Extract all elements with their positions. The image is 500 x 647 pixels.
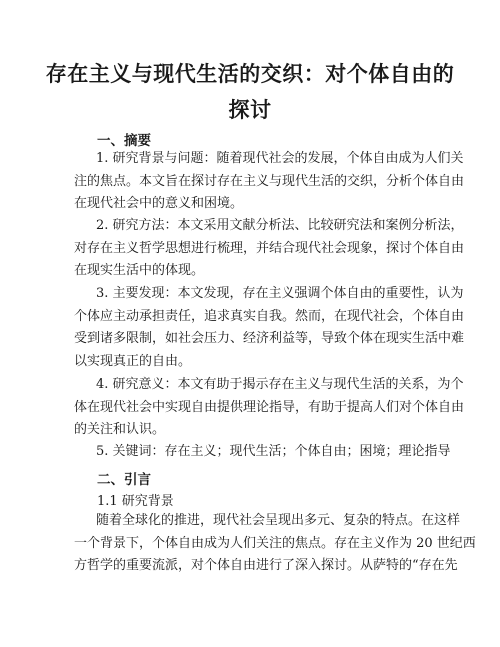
text-line: 2. 研究方法：本文采用文献分析法、比较研究法和案例分析法，	[96, 218, 464, 233]
text-line: 5. 关键词：存在主义；现代生活；个体自由；困境；理论指导	[96, 444, 451, 459]
text-line: 3. 主要发现：本文发现，存在主义强调个体自由的重要性，认为	[96, 286, 464, 301]
document-title-line-1: 存在主义与现代生活的交织：对个体自由的	[45, 61, 455, 86]
abstract-paragraph-1	[74, 148, 465, 216]
document-title-line-2: 探讨	[228, 97, 272, 122]
text-line: 注的焦点。本文旨在探讨存在主义与现代生活的交织，分析个体自由	[74, 173, 465, 189]
keywords-paragraph	[74, 441, 451, 464]
text-line: 以实现真正的自由。	[74, 353, 192, 369]
text-line: 随着全球化的推进，现代社会呈现出多元、复杂的特点。在这样	[96, 513, 461, 528]
text-line: 的关注和认识。	[74, 422, 166, 437]
text-line: 一个背景下，个体自由成为人们关注的焦点。存在主义作为 20 世纪西	[74, 535, 476, 551]
text-line: 方哲学的重要流派，对个体自由进行了深入探讨。从萨特的“存在先	[74, 558, 458, 573]
intro-paragraph-1	[74, 510, 476, 578]
text-line: 1. 研究背景与问题：随着现代社会的发展，个体自由成为人们关	[96, 151, 464, 166]
text-line: 在现实生活中的体现。	[74, 263, 205, 278]
abstract-paragraph-4	[74, 374, 465, 442]
text-line: 个体应主动承担责任，追求真实自我。然而，在现代社会，个体自由	[74, 308, 465, 324]
text-line: 对存在主义哲学思想进行梳理，并结合现代社会现象，探讨个体自由	[74, 240, 465, 256]
abstract-paragraph-3	[74, 283, 465, 373]
text-line: 4. 研究意义：本文有助于揭示存在主义与现代生活的关系，为个	[96, 377, 464, 392]
subsection-heading-1-1: 1.1 研究背景	[97, 494, 174, 509]
text-line: 体在现代社会中实现自由提供理论指导，有助于提高人们对个体自由	[74, 399, 465, 415]
abstract-heading: 一、摘要	[97, 133, 151, 149]
intro-heading: 二、引言	[97, 472, 151, 488]
text-line: 在现代社会中的意义和困境。	[74, 196, 244, 211]
abstract-paragraph-2	[74, 215, 465, 283]
text-line: 受到诸多限制，如社会压力、经济利益等，导致个体在现实生活中难	[74, 331, 465, 346]
